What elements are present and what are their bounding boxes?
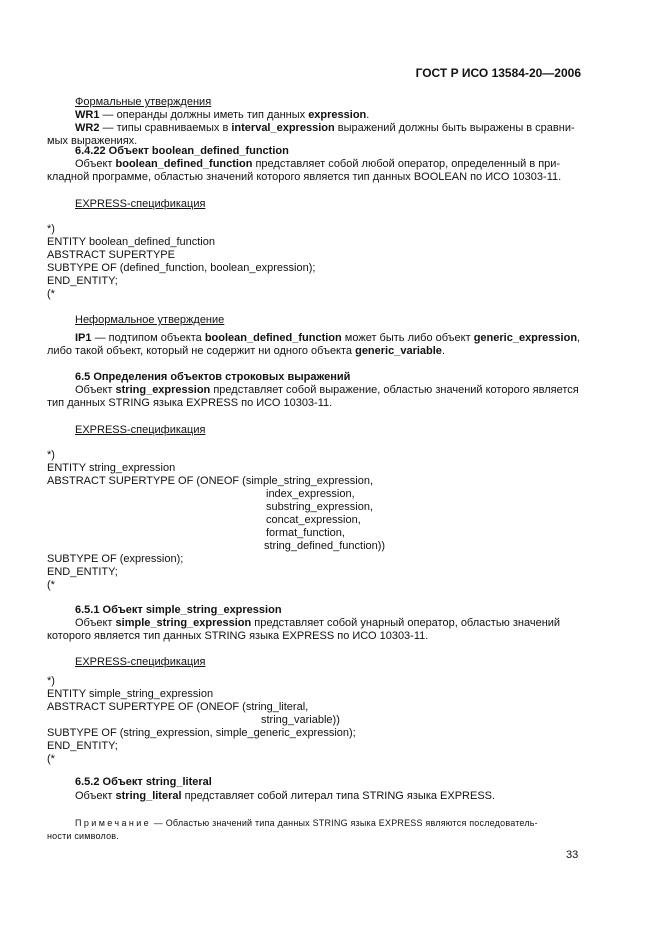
p-text: Объект — [75, 158, 116, 170]
wr2-term: interval_expression — [231, 122, 335, 134]
ip1-term: generic_variable — [355, 345, 442, 357]
code-line: string_defined_function)) — [264, 540, 386, 552]
ip1-text: либо такой объект, который не содержит ни одного объекта — [47, 345, 356, 357]
express-spec-label: EXPRESS-спецификация — [75, 656, 206, 668]
code-line: ENTITY simple_string_expression — [47, 688, 214, 700]
express-spec-label: EXPRESS-спецификация — [75, 198, 206, 210]
note-label: Примечание — [75, 818, 152, 828]
p-term: simple_string_expression — [115, 617, 252, 629]
wr1-rule — [75, 109, 369, 122]
code-line: string_variable)) — [261, 714, 340, 726]
section-6-5-1-heading: 6.5.1 Объект simple_string_expression — [75, 604, 282, 616]
ip1-label: IP1 — [75, 332, 92, 344]
p-term: string_expression — [115, 384, 211, 396]
section-6-5-paragraph — [47, 384, 583, 410]
code-block-simple-string-expression — [47, 675, 356, 766]
p-text: представляет собой литерал типа STRING языка EXPRESS. — [181, 790, 496, 802]
p-text: представляет собой любой оператор, определенный в при- — [252, 158, 561, 170]
code-line: SUBTYPE OF (expression); — [47, 553, 184, 565]
p-text: тип данных STRING языка EXPRESS по ИСО 10303-11. — [47, 397, 333, 409]
code-line: (* — [47, 288, 55, 300]
code-line: format_function, — [266, 527, 345, 539]
p-term: string_literal — [115, 790, 182, 802]
code-line: ENTITY string_expression — [47, 462, 176, 474]
code-line: ENTITY boolean_defined_function — [47, 236, 215, 248]
code-indented-lines — [47, 488, 385, 553]
code-line: END_ENTITY; — [47, 275, 118, 287]
wr1-label: WR1 — [75, 109, 100, 121]
ip1-term: generic_expression — [473, 332, 578, 344]
ip1-statement — [47, 332, 583, 358]
p-term: boolean_defined_function — [115, 158, 253, 170]
ip1-text: , — [577, 332, 581, 344]
code-line: (* — [47, 579, 55, 591]
wr2-text1: — типы сравниваемых в — [99, 122, 232, 134]
code-line: ABSTRACT SUPERTYPE — [47, 249, 175, 261]
code-line: substring_expression, — [266, 501, 374, 513]
code-line: *) — [47, 675, 55, 687]
wr1-end: . — [366, 109, 370, 121]
section-6-5-heading: 6.5 Определения объектов строковых выражений — [75, 371, 351, 383]
note-line — [75, 817, 538, 830]
ip1-term: boolean_defined_function — [204, 332, 342, 344]
wr2-text2: выражений должны быть выражены в сравни- — [334, 122, 575, 134]
code-line: ABSTRACT SUPERTYPE OF (ONEOF (simple_string_expression, — [47, 475, 374, 487]
note-text: — Областью значений типа данных STRING языка EXPRESS являются последователь- — [151, 818, 538, 828]
code-block-string-expression — [47, 449, 385, 592]
code-block-boolean-defined-function — [47, 223, 315, 301]
wr2-text3: мых выражениях. — [47, 135, 138, 147]
wr1-text: — операнды должны иметь тип данных — [99, 109, 309, 121]
express-spec-label: EXPRESS-спецификация — [75, 424, 206, 436]
ip1-text: может быть либо объект — [341, 332, 474, 344]
section-6-5-2-heading: 6.5.2 Объект string_literal — [75, 776, 212, 788]
code-line: concat_expression, — [266, 514, 361, 526]
section-6-4-22-heading: 6.4.22 Объект boolean_defined_function — [75, 145, 289, 157]
code-line: ABSTRACT SUPERTYPE OF (ONEOF (string_literal, — [47, 701, 309, 713]
informal-statement-title: Неформальное утверждение — [75, 314, 225, 326]
formal-rules-title: Формальные утверждения — [75, 96, 212, 108]
ip1-line2 — [19, 345, 445, 358]
code-line: *) — [47, 449, 55, 461]
p-text: которого является тип данных STRING языка EXPRESS по ИСО 10303-11. — [47, 630, 429, 642]
wr2-label: WR2 — [75, 122, 100, 134]
section-6-4-22-paragraph — [47, 158, 583, 184]
code-line: SUBTYPE OF (string_expression, simple_generic_expression); — [47, 727, 356, 739]
code-line: END_ENTITY; — [47, 740, 118, 752]
p-text: Объект — [75, 617, 116, 629]
code-line: END_ENTITY; — [47, 566, 118, 578]
p-text: Объект — [75, 790, 116, 802]
p-text: кладной программе, областью значений которого является тип данных BOOLEAN по ИСО 10303-11. — [47, 171, 562, 183]
code-line: SUBTYPE OF (defined_function, boolean_expression); — [47, 262, 316, 274]
p-text: Объект — [75, 384, 116, 396]
section-6-5-2-paragraph — [75, 790, 495, 803]
p-text: представляет собой унарный оператор, областью значений — [251, 617, 561, 629]
wr1-term: expression — [308, 109, 367, 121]
page-number: 33 — [566, 849, 579, 861]
code-indented-lines — [47, 714, 356, 727]
code-line: *) — [47, 223, 55, 235]
p-text: представляет собой выражение, областью значений которого является — [210, 384, 579, 396]
document-header: ГОСТ Р ИСО 13584-20—2006 — [415, 66, 581, 80]
ip1-text: — подтипом объекта — [91, 332, 205, 344]
note-line-2: ности символов. — [47, 831, 119, 841]
ip1-text: . — [441, 345, 445, 357]
code-line: (* — [47, 753, 55, 765]
code-line: index_expression, — [266, 488, 355, 500]
section-6-5-1-paragraph — [47, 617, 583, 643]
